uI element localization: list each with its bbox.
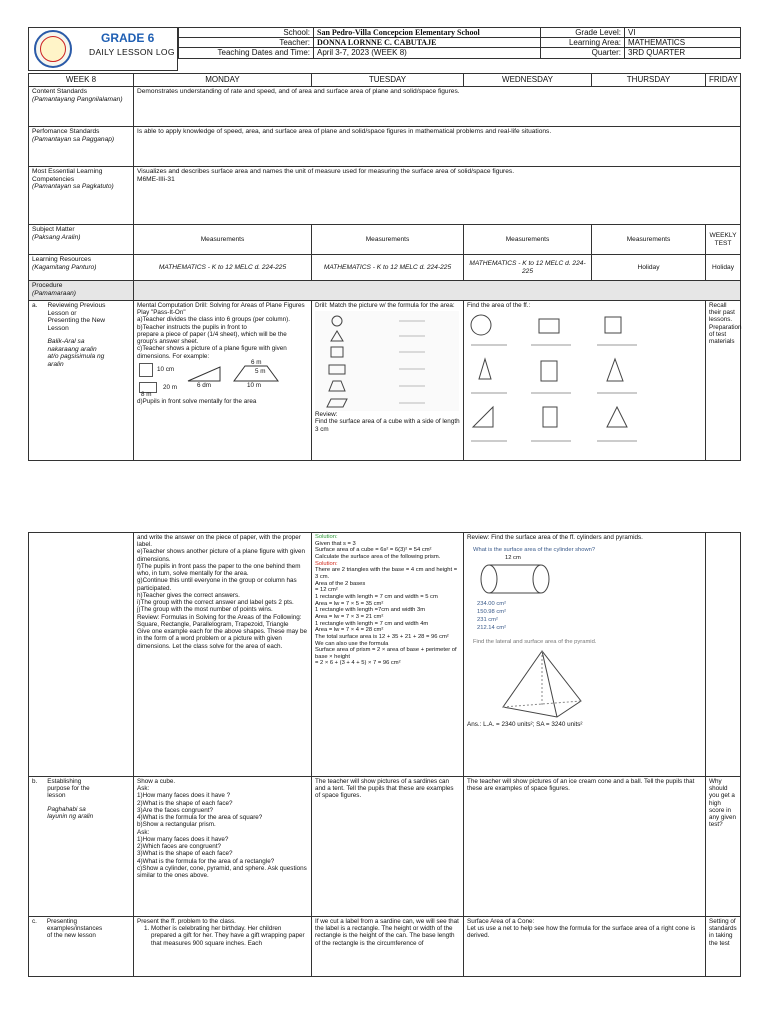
cylinder-pyramid-picture: What is the surface area of the cylinder shown? 12 cm 234.00 cm² 150.98 cm² 231 cm² 212.14 cm² Find the lateral and surface area of the pyramid. — [467, 541, 702, 721]
subject-thursday: Measurements — [592, 225, 706, 255]
deped-seal-icon — [34, 30, 72, 68]
melc-label: Most Essential Learning Competencies (Pamantayan sa Pagkatuto) — [29, 167, 134, 225]
pyramid-figure — [497, 649, 587, 719]
teacher-value: DONNA LORNNE C. CABUTAJE — [314, 38, 541, 48]
monday-header: MONDAY — [134, 74, 312, 87]
learning-area-value: MATHEMATICS — [625, 38, 741, 48]
section-c-friday: Setting of standards in taking the test — [706, 917, 741, 977]
melc-text: Visualizes and describes surface area and names the unit of measure used for measuring the surface area of solid/space figures. M6ME-IIIi-31 — [134, 167, 741, 225]
procedure-bar — [134, 281, 741, 301]
section-a-friday: Recall their past lessons. Preparation of test materials — [706, 301, 741, 461]
section-a-monday-cont: and write the answer on the piece of paper, with the proper label. e)Teacher shows another picture of a plane figure with given dimensions. f)The pupils in front pass the paper to the one behind them who, in turn, solve mentally for the area. g)Continue this until everyone in the group or column has participated. h)Teacher gives the correct answers. i)The group with the correct answer and label gets 2 pts. j)The group with the most number of points wins. Review: Formulas in Solving for the Areas of the Following: Square, Rectangle, Parallelogram, Trapezoid, Triangle Give one example each for the above shapes. These may be in the form of a word problem or a picture with given dimensions. Let the class solve for the area of each. — [134, 533, 312, 777]
tuesday-header: TUESDAY — [312, 74, 464, 87]
subject-tuesday: Measurements — [312, 225, 464, 255]
week-header: WEEK 8 — [29, 74, 134, 87]
learning-area-label: Learning Area: — [541, 38, 625, 48]
school-value: San Pedro-Villa Concepcion Elementary School — [314, 28, 541, 38]
grade-level-value: VI — [625, 28, 741, 38]
lesson-table-page1 — [28, 73, 741, 461]
wednesday-header: WEDNESDAY — [464, 74, 592, 87]
section-a-label: a. Reviewing Previous Lesson or Presenting the New Lesson Balik-Aral sa nakaraang aralin at/o pagsisimula ng aralin — [29, 301, 134, 461]
area-figures-worksheet — [467, 309, 701, 459]
log-title: DAILY LESSON LOG — [89, 47, 175, 57]
melc-code: M6ME-IIIi-31 — [137, 175, 175, 183]
section-a-wednesday: Find the area of the ff.: — [464, 301, 706, 461]
section-b-friday: Why should you get a high score in any given test? — [706, 777, 741, 917]
section-b-tuesday: The teacher will show pictures of a sardines can and a tent. Tell the pupils that these are examples of space figures. — [312, 777, 464, 917]
section-b-label: b. Establishing purpose for the lesson Paghahabi sa layunin ng aralin — [29, 777, 134, 917]
content-standards-label: Content Standards (Pamantayang Pangnilalaman) — [29, 87, 134, 127]
performance-standards-text: Is able to apply knowledge of speed, area, and surface area of plane and solid/space figures in mathematical problems and real-life situations. — [134, 127, 741, 167]
thursday-header: THURSDAY — [592, 74, 706, 87]
square-figure — [139, 363, 153, 377]
performance-standards-label: Perfomance Standards (Pamantayan sa Pagganap) — [29, 127, 134, 167]
subject-wednesday: Measurements — [464, 225, 592, 255]
lesson-table-page2 — [28, 532, 741, 977]
school-label: School: — [179, 28, 314, 38]
solution-heading-2: Solution: — [315, 560, 338, 567]
section-a-friday-cont — [706, 533, 741, 777]
header-info-table — [178, 27, 741, 59]
section-c-label: c. Presenting examples/instances of the new lesson — [29, 917, 134, 977]
section-b-wednesday: The teacher will show pictures of an ice cream cone and a ball. Tell the pupils that these are examples of space figures. — [464, 777, 706, 917]
dates-value: April 3-7, 2023 (WEEK 8) — [314, 48, 541, 58]
subject-monday: Measurements — [134, 225, 312, 255]
section-c-tuesday: If we cut a label from a sardine can, we will see that the label is a rectangle. The height or width of the rectangle is the height of the can. The base length of the rectangle is the circumference of — [312, 917, 464, 977]
quarter-label: Quarter: — [541, 48, 625, 58]
section-c-monday: Present the ff. problem to the class. 1. Mother is celebrating her birthday. Her children prepared a gift for her. They have a gift wrapping paper that measures 900 square inches. Each — [134, 917, 312, 977]
section-a-tuesday: Drill: Match the picture w/ the formula for the area: Review: Find the surface area of a cube with a side of length 3 cm — [312, 301, 464, 461]
quarter-value: 3RD QUARTER — [625, 48, 741, 58]
resources-thursday: Holiday — [592, 255, 706, 281]
teacher-label: Teacher: — [179, 38, 314, 48]
section-a-label-cont — [29, 533, 134, 777]
learning-resources-label: Learning Resources (Kagamitang Panturo) — [29, 255, 134, 281]
content-standards-text: Demonstrates understanding of rate and speed, and of area and surface area of plane and solid/space figures. — [134, 87, 741, 127]
section-a-tuesday-cont: Solution: Given that s = 3 Surface area of a cube = 6s² = 6(3)² = 54 cm² Calculate the surface area of the following prism. Solution: There are 2 triangles with the base = 4 cm and height = 3 cm. Area of the 2 bases = 12 cm² 1 rectangle with length = 7 cm and width = 5 cm Area = lw = 7 × 5 = 35 cm² 1 rectangle with length =7cm and width 3m Area = lw = 7 × 3 = 21 cm² 1 rectangle with length = 7 cm and width 4m Area = lw = 7 × 4 = 28 cm² The total surface area is 12 + 35 + 21 + 28 = 96 cm² We can also use the formula Surface area of prism = 2 × area of base + perimeter of base × height = 2 × 6 + (3 + 4 + 5) × 7 = 96 cm² — [312, 533, 464, 777]
plane-figures-example: 10 cm 20 m 8 m 6 dm 6 m 5 m 10 m — [137, 360, 308, 398]
section-a-monday: Mental Computation Drill: Solving for Areas of Plane Figures Play "Pass-It-On" a)Teacher divides the class into 6 groups (per column). b)Teacher instructs the pupils in front to prepare a piece of paper (1/4 sheet), which will be the group's answer sheet. c)Teacher shows a picture of a plane figure with given dimensions. For example: 10 cm 20 m 8 m 6 dm 6 m 5 m 10 m d)Pupils in front solve mentally for the area — [134, 301, 312, 461]
procedure-label: Procedure (Pamamaraan) — [29, 281, 134, 301]
section-c-wednesday: Surface Area of a Cone: Let us use a net to help see how the formula for the surface area of a right cone is derived. — [464, 917, 706, 977]
header-logo-box — [28, 27, 178, 71]
resources-tuesday: MATHEMATICS - K to 12 MELC d. 224-225 — [312, 255, 464, 281]
resources-wednesday: MATHEMATICS - K to 12 MELC d. 224-225 — [464, 255, 592, 281]
solution-heading-1: Solution: — [315, 534, 338, 540]
section-a-wednesday-cont: Review: Find the surface area of the ff. cylinders and pyramids. What is the surface area of the cylinder shown? 12 cm 234.00 cm² 150.98 cm² 231 cm² 212.14 cm² Find the lateral and surface area of the pyramid. Ans.: L.A. = 2340 units²; SA = 3240 units² — [464, 533, 706, 777]
match-formula-picture — [315, 311, 459, 411]
cylinder-figure — [475, 557, 555, 597]
grade-level-label: Grade Level: — [541, 28, 625, 38]
resources-monday: MATHEMATICS - K to 12 MELC d. 224-225 — [134, 255, 312, 281]
grade-title: GRADE 6 — [101, 31, 155, 45]
section-b-monday: Show a cube. Ask: 1)How many faces does it have ? 2)What is the shape of each face? 3)Are the faces congruent? 4)What is the formula for the area of square? b)Show a rectangular prism. Ask: 1)How many faces does it have? 2)Which faces are congruent? 3)What is the shape of each face? 4)What is the formula for the area of a rectangle? c)Show a cylinder, cone, pyramid, and sphere. Ask questions similar to the ones above. — [134, 777, 312, 917]
resources-friday: Holiday — [706, 255, 741, 281]
friday-header: FRIDAY — [706, 74, 741, 87]
triangle-figure — [187, 366, 221, 382]
subject-matter-label: Subject Matter (Paksang Aralin) — [29, 225, 134, 255]
wednesday-answer: Ans.: L.A. = 2340 units²; SA = 3240 units² — [467, 721, 583, 729]
dates-label: Teaching Dates and Time: — [179, 48, 314, 58]
subject-friday: WEEKLY TEST — [706, 225, 741, 255]
